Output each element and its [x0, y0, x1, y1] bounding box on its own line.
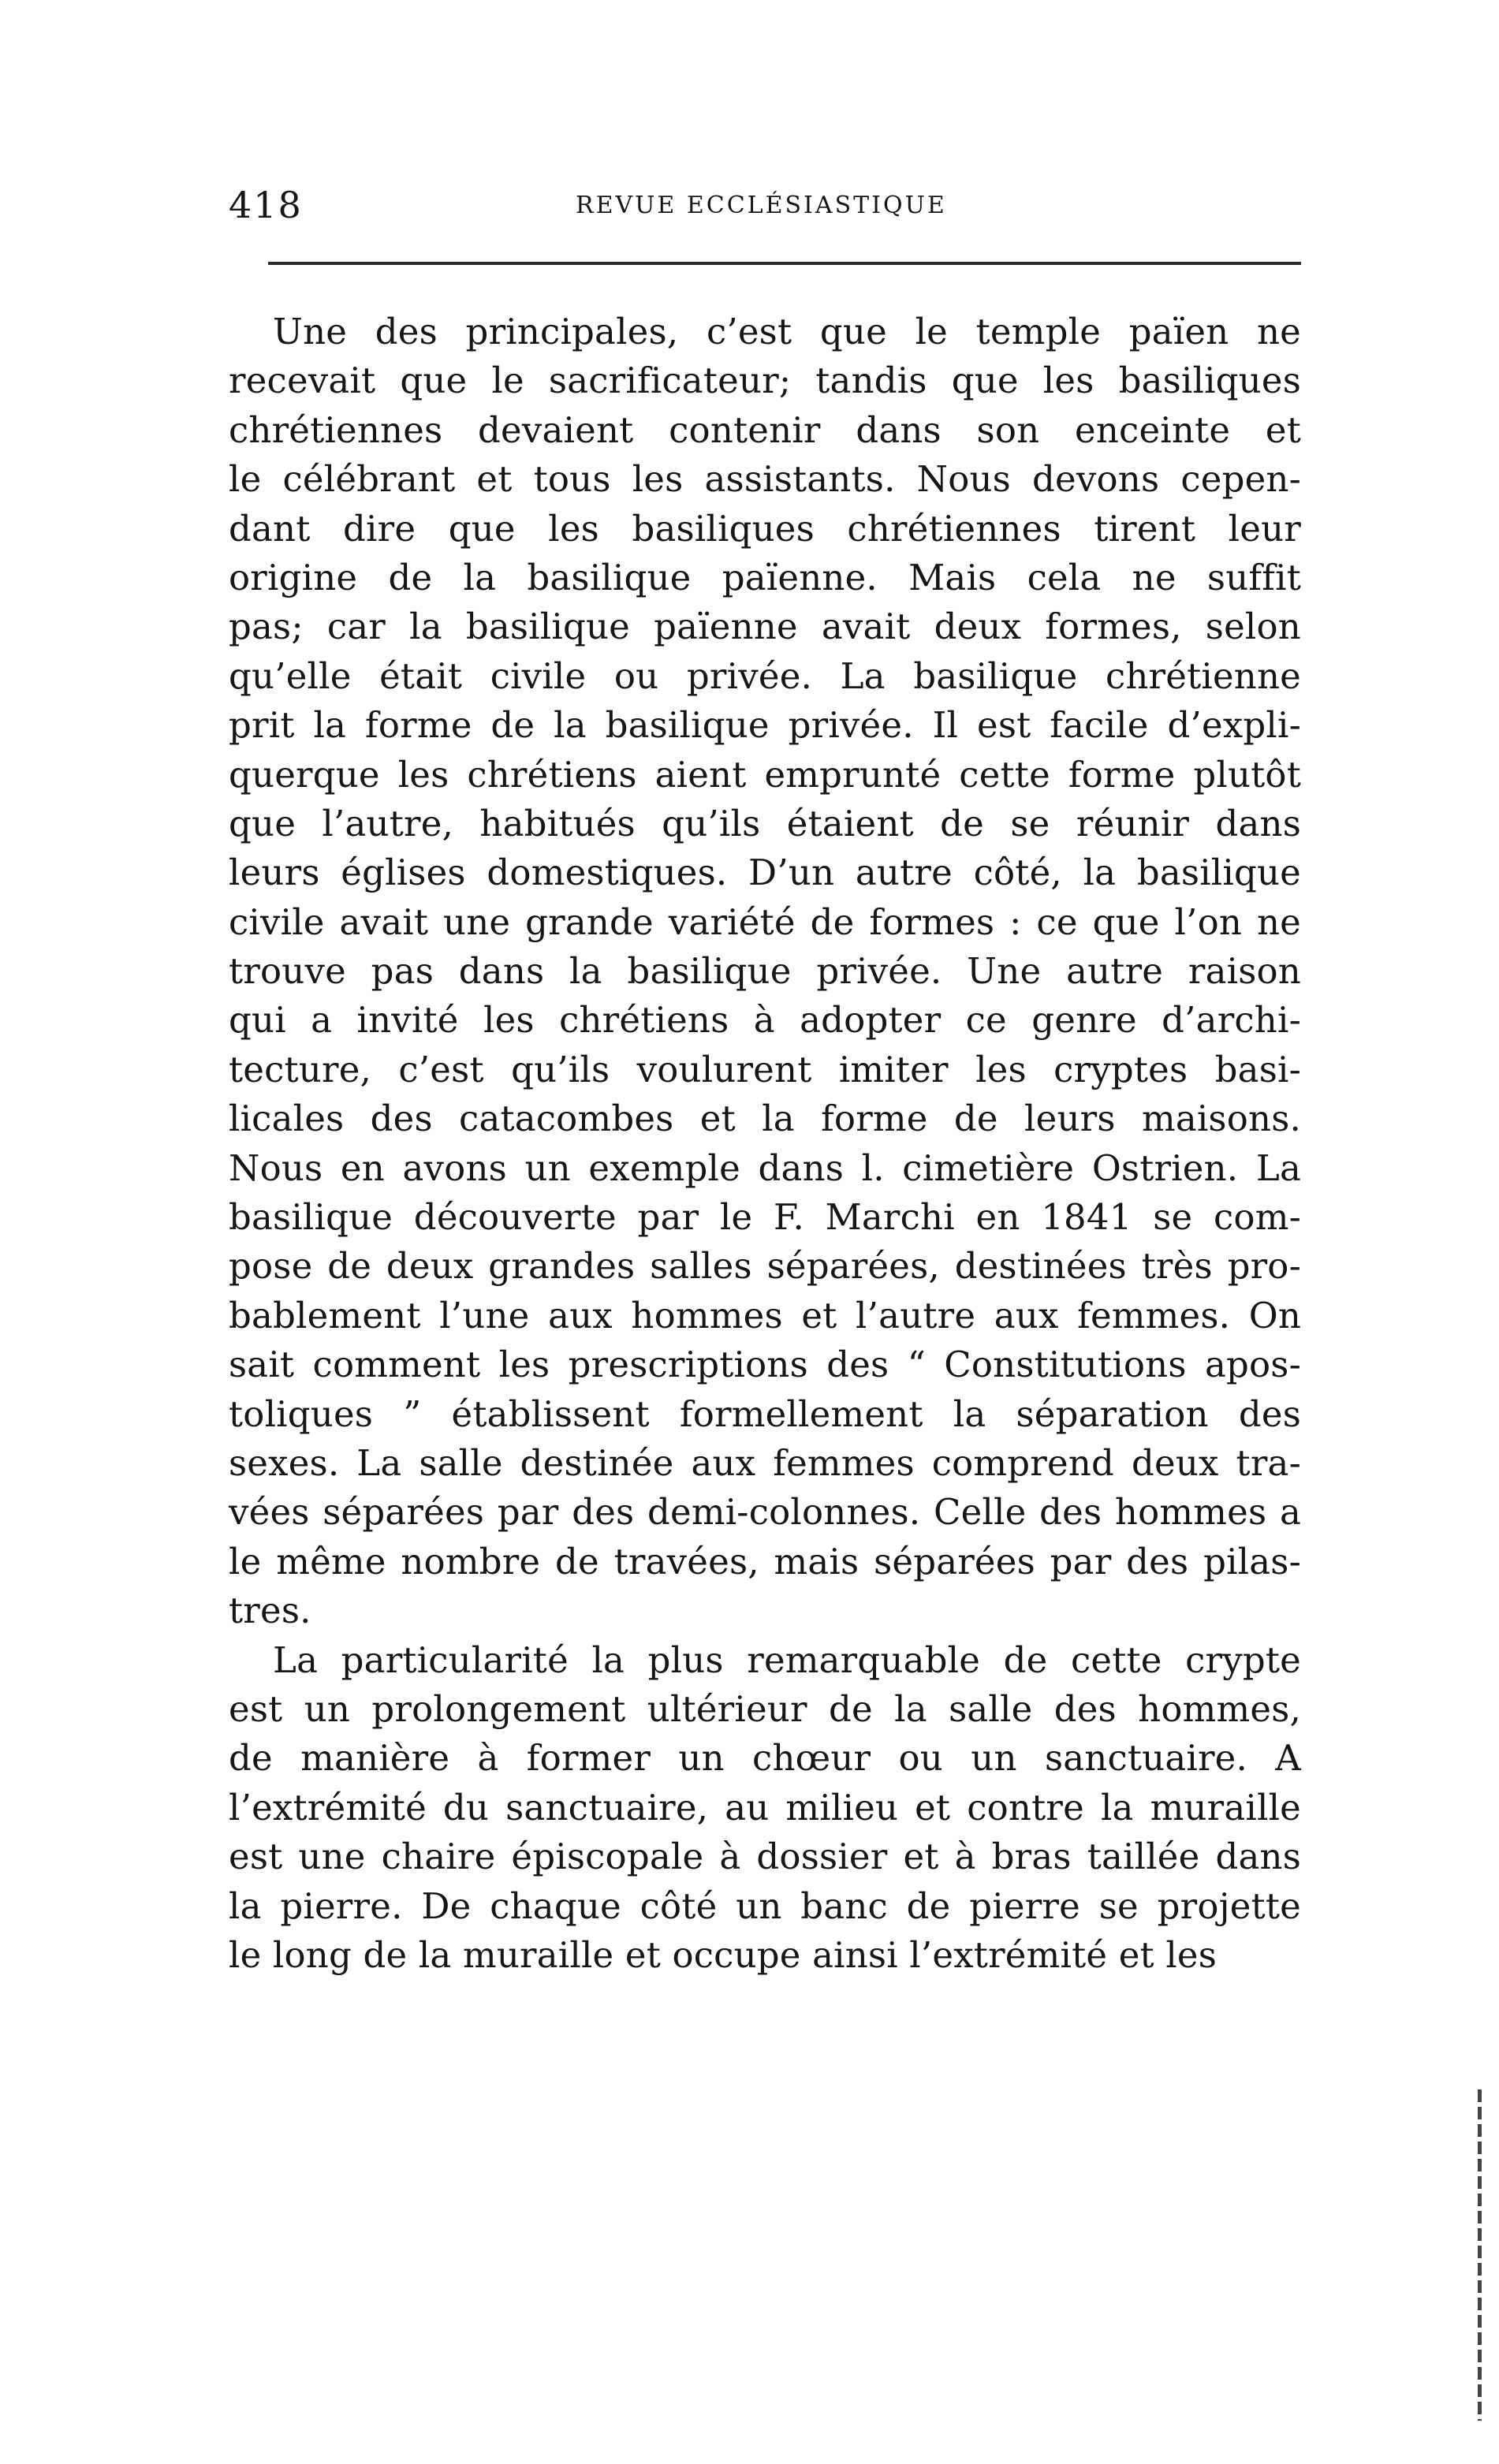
page-header	[229, 181, 1301, 229]
text-line: La particularité la plus remarquable de cette crypte	[273, 1638, 1301, 1681]
text-line: prit la forme de la basilique privée. Il est facile d’expli-	[229, 704, 1301, 747]
header-rule	[268, 262, 1301, 265]
text-line: qui a invité les chrétiens à adopter ce genre d’archi-	[229, 999, 1301, 1042]
text-line: que l’autre, habitués qu’ils étaient de se réunir dans	[229, 802, 1301, 844]
text-line: le long de la muraille et occupe ainsi l’extrémité et les	[229, 1933, 1217, 1976]
text-line: tecture, c’est qu’ils voulurent imiter les cryptes basi-	[229, 1048, 1301, 1090]
text-line: sexes. La salle destinée aux femmes comprend deux tra-	[229, 1441, 1301, 1484]
text-line: toliques ” établissent formellement la séparation des	[229, 1392, 1301, 1435]
text-line: le célébrant et tous les assistants. Nous devons cepen-	[229, 458, 1301, 501]
paragraph-2	[229, 1636, 1301, 1981]
text-line: de manière à former un chœur ou un sanctuaire. A	[229, 1737, 1301, 1780]
page-number: 418	[229, 184, 303, 226]
text-line: est un prolongement ultérieur de la salle des hommes,	[229, 1687, 1301, 1730]
text-line: l’extrémité du sanctuaire, au milieu et contre la muraille	[229, 1786, 1301, 1828]
text-line: querque les chrétiens aient emprunté cette forme plutôt	[229, 753, 1301, 796]
running-title: REVUE ECCLÉSIASTIQUE	[576, 192, 947, 219]
text-line: tres.	[229, 1590, 311, 1632]
text-line: leurs églises domestiques. D’un autre côté, la basilique	[229, 852, 1301, 894]
text-line: la pierre. De chaque côté un banc de pierre se projette	[229, 1884, 1301, 1927]
paragraph-1	[229, 308, 1301, 1636]
text-line: dant dire que les basiliques chrétiennes tirent leur	[229, 507, 1301, 550]
text-line: qu’elle était civile ou privée. La basilique chrétienne	[229, 654, 1301, 697]
text-line: le même nombre de travées, mais séparées par des pilas-	[229, 1540, 1301, 1582]
text-line: sait comment les prescriptions des “ Constitutions apos-	[229, 1344, 1301, 1386]
text-line: licales des catacombes et la forme de leurs maisons.	[229, 1098, 1301, 1140]
text-line: origine de la basilique païenne. Mais cela ne suffit	[229, 556, 1301, 598]
text-line: Une des principales, c’est que le temple païen ne	[273, 311, 1301, 352]
text-line: civile avait une grande variété de formes : ce que l’on ne	[229, 900, 1301, 943]
text-line: trouve pas dans la basilique privée. Une autre raison	[229, 950, 1301, 993]
text-line: bablement l’une aux hommes et l’autre aux femmes. On	[229, 1294, 1301, 1336]
body-text	[229, 308, 1301, 1980]
text-line: basilique découverte par le F. Marchi en 1841 se com-	[229, 1196, 1301, 1239]
text-line: chrétiennes devaient contenir dans son enceinte et	[229, 408, 1301, 451]
text-line: Nous en avons un exemple dans l. cimetière Ostrien. La	[229, 1146, 1301, 1189]
text-line: vées séparées par des demi-colonnes. Celle des hommes a	[229, 1491, 1301, 1534]
text-line: recevait que le sacrificateur; tandis que les basiliques	[229, 360, 1301, 402]
page-edge-mark	[1478, 2089, 1482, 2421]
text-line: pas; car la basilique païenne avait deux formes, selon	[229, 606, 1301, 648]
text-line: est une chaire épiscopale à dossier et à bras taillée dans	[229, 1836, 1301, 1878]
text-line: pose de deux grandes salles séparées, destinées très pro-	[229, 1245, 1301, 1288]
